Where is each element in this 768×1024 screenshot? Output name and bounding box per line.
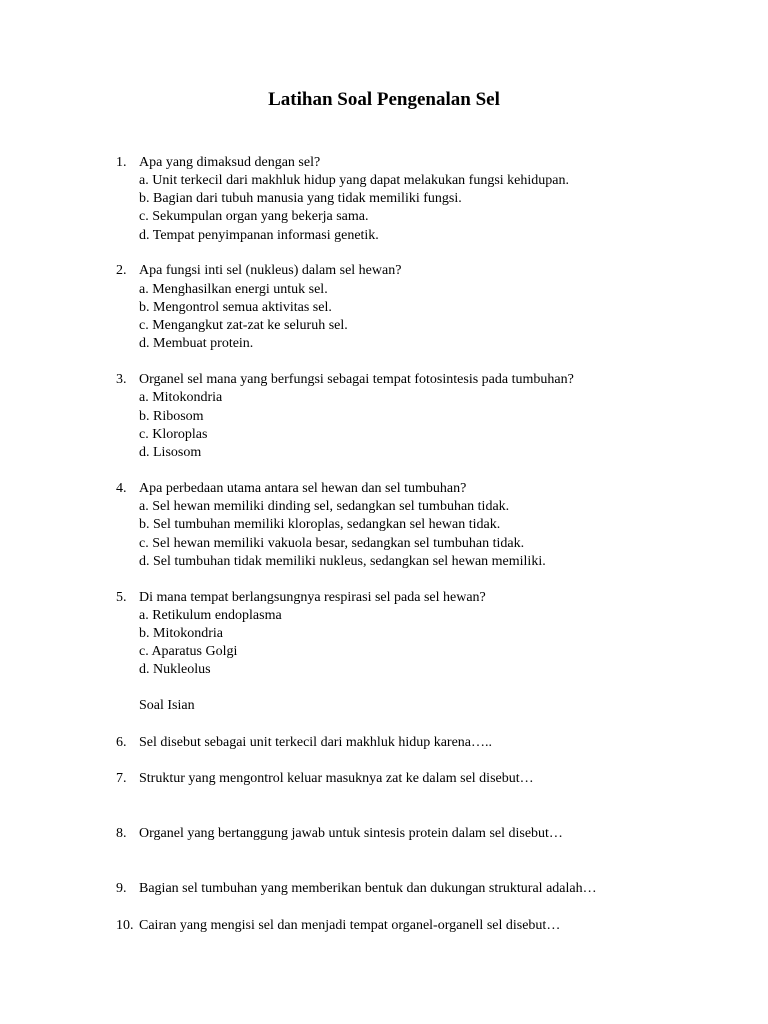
option-1d: d. Tempat penyimpanan informasi genetik. (139, 228, 379, 243)
question-text: Sel disebut sebagai unit terkecil dari makhluk hidup karena….. (139, 735, 493, 750)
question-number: 5. (116, 590, 127, 605)
option-5b: b. Mitokondria (139, 626, 223, 641)
section-heading: Soal Isian (139, 698, 195, 713)
option-5c: c. Aparatus Golgi (139, 644, 238, 659)
option-2b: b. Mengontrol semua aktivitas sel. (139, 300, 332, 315)
question-number: 6. (116, 735, 127, 750)
option-1b: b. Bagian dari tubuh manusia yang tidak memiliki fungsi. (139, 191, 462, 206)
question-text: Bagian sel tumbuhan yang memberikan bentuk dan dukungan struktural adalah… (139, 881, 597, 896)
question-number: 2. (116, 263, 127, 278)
option-3d: d. Lisosom (139, 445, 202, 460)
option-3c: c. Kloroplas (139, 427, 208, 442)
question-number: 8. (116, 826, 127, 841)
option-2c: c. Mengangkut zat-zat ke seluruh sel. (139, 318, 348, 333)
question-text: Organel yang bertanggung jawab untuk sintesis protein dalam sel disebut… (139, 826, 563, 841)
option-2a: a. Menghasilkan energi untuk sel. (139, 282, 328, 297)
question-text: Apa perbedaan utama antara sel hewan dan sel tumbuhan? (139, 481, 467, 496)
option-1a: a. Unit terkecil dari makhluk hidup yang dapat melakukan fungsi kehidupan. (139, 173, 569, 188)
option-1c: c. Sekumpulan organ yang bekerja sama. (139, 209, 369, 224)
question-number: 10. (116, 918, 134, 933)
question-number: 4. (116, 481, 127, 496)
option-4d: d. Sel tumbuhan tidak memiliki nukleus, sedangkan sel hewan memiliki. (139, 554, 546, 569)
option-3b: b. Ribosom (139, 409, 204, 424)
question-text: Apa fungsi inti sel (nukleus) dalam sel hewan? (139, 263, 402, 278)
question-text: Struktur yang mengontrol keluar masuknya zat ke dalam sel disebut… (139, 771, 534, 786)
question-number: 1. (116, 155, 127, 170)
option-4c: c. Sel hewan memiliki vakuola besar, sedangkan sel tumbuhan tidak. (139, 536, 525, 551)
option-2d: d. Membuat protein. (139, 336, 254, 351)
option-3a: a. Mitokondria (139, 390, 223, 405)
question-text: Organel sel mana yang berfungsi sebagai tempat fotosintesis pada tumbuhan? (139, 372, 574, 387)
question-number: 7. (116, 771, 127, 786)
document-title: Latihan Soal Pengenalan Sel (268, 89, 500, 110)
question-text: Di mana tempat berlangsungnya respirasi sel pada sel hewan? (139, 590, 486, 605)
option-4a: a. Sel hewan memiliki dinding sel, sedangkan sel tumbuhan tidak. (139, 499, 510, 514)
question-text: Cairan yang mengisi sel dan menjadi tempat organel-organell sel disebut… (139, 918, 561, 933)
question-text: Apa yang dimaksud dengan sel? (139, 155, 321, 170)
option-5a: a. Retikulum endoplasma (139, 608, 282, 623)
question-number: 3. (116, 372, 127, 387)
option-5d: d. Nukleolus (139, 662, 211, 677)
option-4b: b. Sel tumbuhan memiliki kloroplas, sedangkan sel hewan tidak. (139, 517, 501, 532)
question-number: 9. (116, 881, 127, 896)
